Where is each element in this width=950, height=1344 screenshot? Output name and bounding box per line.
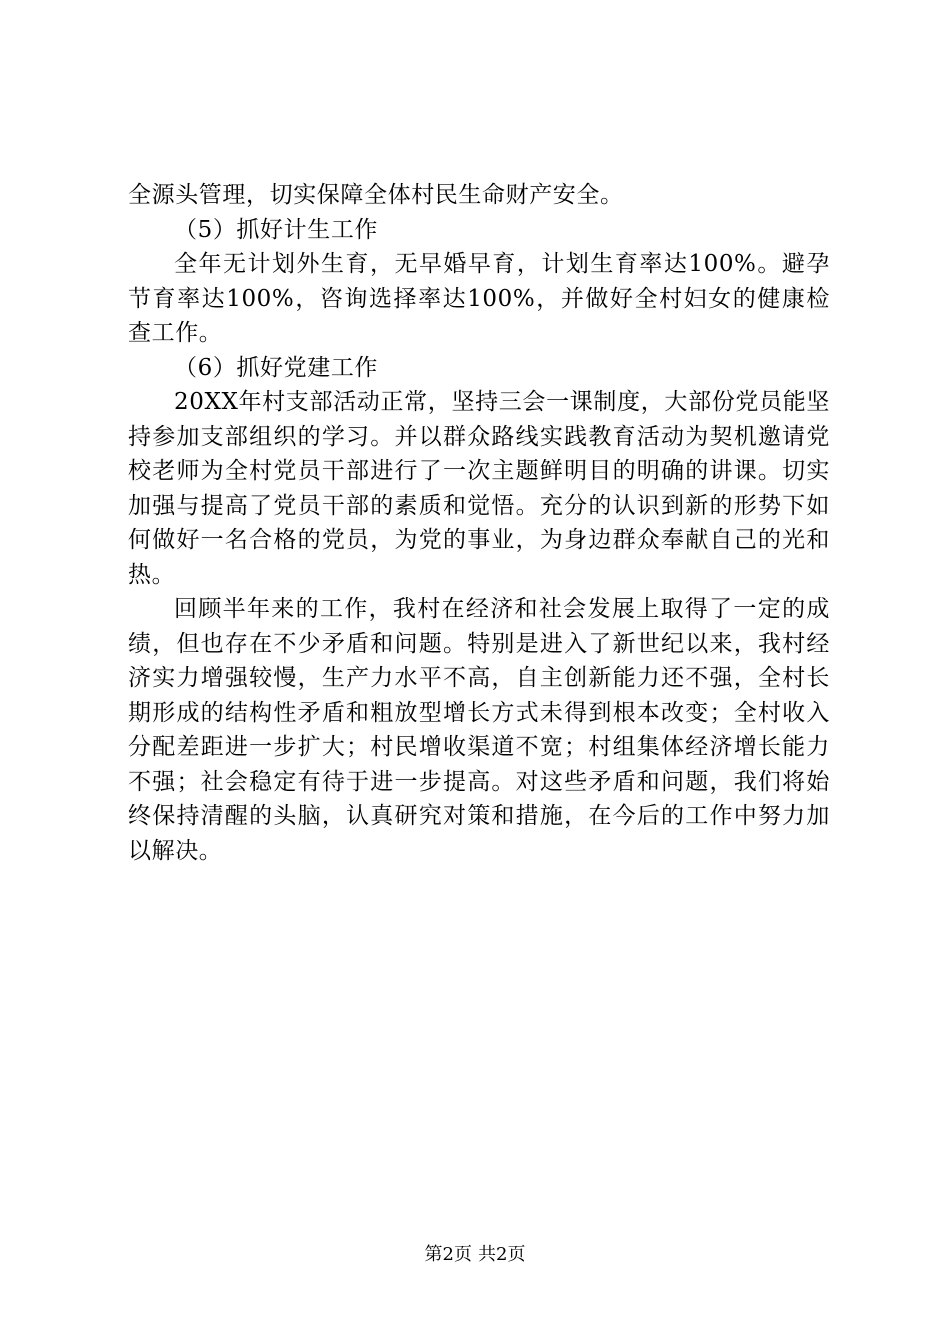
paragraph-family-planning: 全年无计划外生育，无早婚早育，计划生育率达100%。避孕节育率达100%，咨询选择率达100%，并做好全村妇女的健康检查工作。 xyxy=(128,251,830,346)
paragraph-review: 回顾半年来的工作，我村在经济和社会发展上取得了一定的成绩，但也存在不少矛盾和问题。特别是进入了新世纪以来，我村经济实力增强较慢，生产力水平不高，自主创新能力还不强，全村长期形成的结构性矛盾和粗放型增长方式未得到根本改变；全村收入分配差距进一步扩大；村民增收渠道不宽；村组集体经济增长能力不强；社会稳定有待于进一步提高。对这些矛盾和问题，我们将始终保持清醒的头脑，认真研究对策和措施，在今后的工作中努力加以解决。 xyxy=(128,596,830,864)
paragraph-party-building: 20XX年村支部活动正常，坚持三会一课制度，大部份党员能坚持参加支部组织的学习。并以群众路线实践教育活动为契机邀请党校老师为全村党员干部进行了一次主题鲜明目的明确的讲课。切实加强与提高了党员干部的素质和觉悟。充分的认识到新的形势下如何做好一名合格的党员，为党的事业，为身边群众奉献自己的光和热。 xyxy=(128,389,830,588)
document-body xyxy=(128,178,830,868)
section-heading-party-building: （6）抓好党建工作 xyxy=(174,354,379,381)
page-total: 共2页 xyxy=(478,1244,526,1265)
page-footer xyxy=(0,1243,950,1267)
section-heading-family-planning: （5）抓好计生工作 xyxy=(174,216,379,243)
page-number: 第2页 xyxy=(424,1244,472,1265)
continuation-text: 全源头管理，切实保障全体村民生命财产安全。 xyxy=(128,182,624,208)
